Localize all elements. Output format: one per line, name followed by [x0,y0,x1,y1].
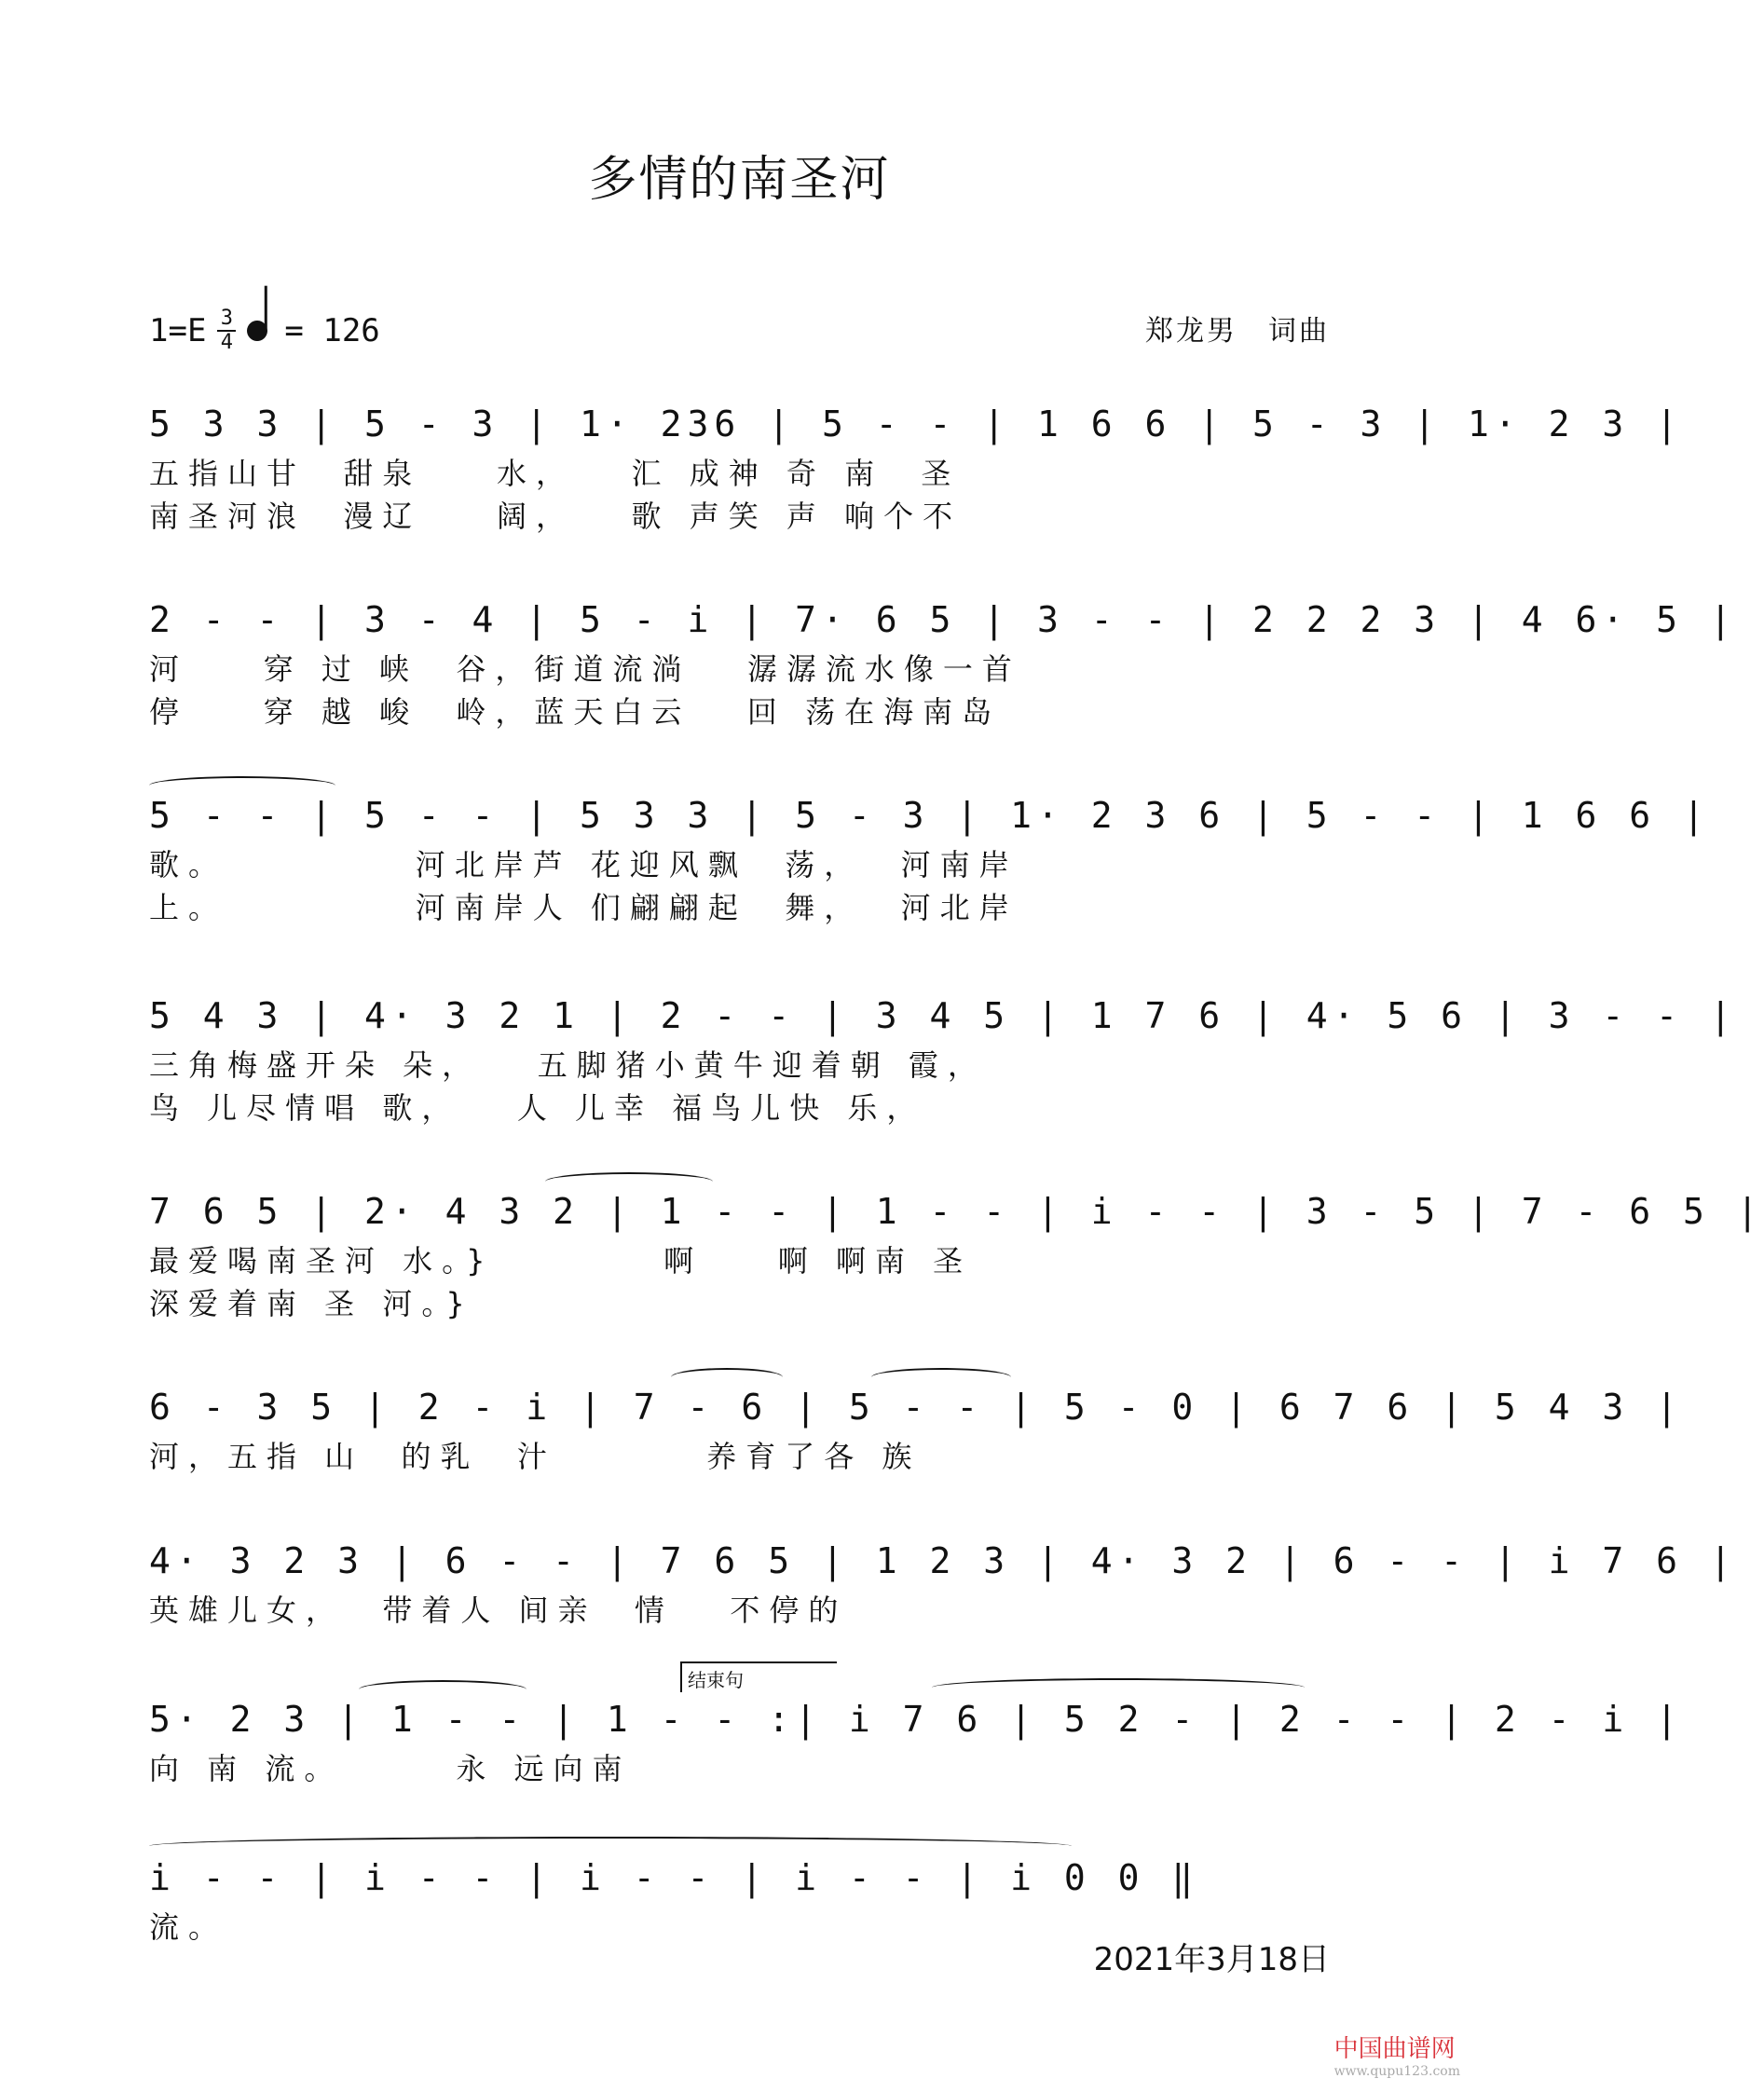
quarter-note-icon [244,318,270,344]
time-sig-bottom: 4 [220,331,234,354]
watermark-logo [1334,2030,1460,2079]
lyric-verse-1: 向 南 流。 永 远向南 [149,1751,632,1786]
staff-system-5 [149,1183,1764,1325]
lyric-verse-1: 五指山甘 甜泉 水， 汇 成神 奇 南 圣 [149,456,961,491]
staff-system-1 [149,396,1684,538]
notation-line: i - - | i - - | i - - | i - - | i 0 0 ‖ [149,1857,1199,1898]
page-title: 多情的南圣河 [588,152,891,208]
lyric-verse-1: 流。 [149,1909,228,1945]
notation-line: 6 - 3 5 | 2 - i | 7 - 6 | 5 - - | 5 - 0 | 6 7 6 | 5 4 3 | [149,1387,1684,1428]
lyric-verse-1: 最爱喝南圣河 水。} 啊 啊 啊南 圣 [149,1243,973,1278]
lyric-verse-2: 上。 河南岸人 们翩翩起 舞， 河北岸 [149,890,1019,925]
lyric-verse-2: 停 穿 越 峻 岭，蓝天白云 回 荡在海南岛 [149,694,1002,730]
watermark-url: www.qupu123.com [1333,2064,1460,2079]
tempo-value: = 126 [284,312,380,349]
lyric-verse-1: 河，五指 山 的乳 汁 养育了各 族 [149,1439,922,1474]
staff-system-7 [149,1533,1737,1632]
author-credit: 郑龙男 词曲 [1145,315,1330,348]
notation-line: 5 3 3 | 5 - 3 | 1· 236 | 5 - - | 1 6 6 | 5 - 3 | 1· 2 3 | [149,403,1684,444]
staff-system-4 [149,988,1737,1129]
notation-line: 4· 3 2 3 | 6 - - | 7 6 5 | 1 2 3 | 4· 3 2 | 6 - - | i 7 6 | [149,1540,1737,1581]
notation-line: 2 - - | 3 - 4 | 5 - i | 7· 6 5 | 3 - - | 2 2 2 3 | 4 6· 5 | [149,599,1737,640]
time-sig-top: 3 [220,307,234,330]
key-tempo [149,308,380,354]
time-signature [217,308,236,354]
notation-line: 5· 2 3 | 1 - - | 1 - - :| i 7 6 | 5 2 - | 2 - - | 2 - i | [149,1699,1684,1740]
staff-system-6 [149,1379,1684,1478]
notation-line: 5 4 3 | 4· 3 2 1 | 2 - - | 3 4 5 | 1 7 6 | 4· 5 6 | 3 - - | [149,995,1737,1036]
lyric-verse-1: 英雄儿女， 带着人 间亲 情 不停的 [149,1593,848,1628]
ending-label: 结束句 [680,1661,837,1692]
lyric-verse-2: 南圣河浪 漫辽 阔， 歌 声笑 声 响个不 [149,499,963,534]
notation-line: 7 6 5 | 2· 4 3 2 | 1 - - | 1 - - | i - - | 3 - 5 | 7 - 6 5 | [149,1191,1764,1232]
staff-system-8 [149,1669,1684,1790]
composition-date: 2021年3月18日 [1093,1941,1330,1978]
lyric-verse-2: 深爱着南 圣 河。} [149,1286,474,1321]
lyric-verse-2: 鸟 儿尽情唱 歌， 人 儿幸 福鸟儿快 乐， [149,1090,926,1126]
lyric-verse-1: 三角梅盛开朵 朵， 五脚猪小黄牛迎着朝 霞， [149,1047,987,1083]
key-signature: 1=E [149,312,207,349]
lyric-verse-1: 河 穿 过 峡 谷，街道流淌 潺潺流水像一首 [149,651,1021,687]
watermark-brand: 中国曲谱网 [1333,2035,1456,2063]
staff-system-3 [149,787,1710,929]
notation-line: 5 - - | 5 - - | 5 3 3 | 5 - 3 | 1· 2 3 6 | 5 - - | 1 6 6 | [149,795,1710,836]
staff-system-2 [149,592,1737,733]
lyric-verse-1: 歌。 河北岸芦 花迎风飘 荡， 河南岸 [149,847,1019,882]
